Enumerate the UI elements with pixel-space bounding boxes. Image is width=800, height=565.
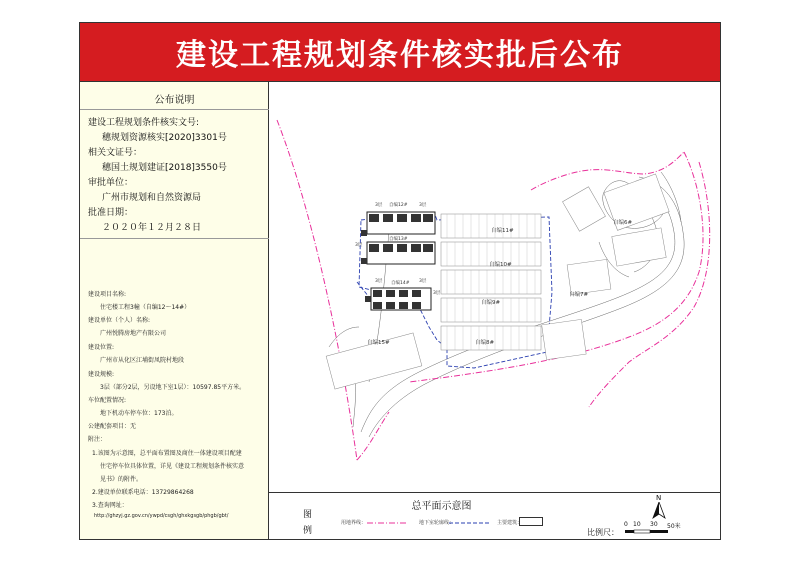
floor-tag: 3层 [433, 291, 441, 296]
scale-tick-30: 30 [650, 521, 658, 528]
scale-value: 3层（部分2层，另设地下室1层）：10597.85平方米。 [100, 384, 246, 391]
legend-boundary-label: 用地界线： [341, 520, 367, 526]
related-document-label: 相关文证号： [88, 148, 143, 158]
public-facilities: 公建配套项目：无 [88, 423, 137, 430]
approval-date-label: 批准日期： [88, 208, 134, 218]
scale-tick-10: 10 [633, 521, 641, 528]
location-label: 建设位置: [88, 344, 115, 351]
site-plan-svg [269, 82, 720, 492]
notice-board [79, 22, 721, 540]
scale-bar-icon [624, 529, 674, 535]
approval-unit-value: 广州市规划和自然资源局 [102, 193, 202, 203]
label-building-9: 自编9# [481, 300, 501, 306]
note-1-line-3: 见书》的附件。 [100, 476, 143, 483]
parking-label: 车位配置情况: [88, 397, 127, 404]
label-building-11: 自编11# [491, 228, 514, 234]
query-url-link[interactable]: http://ghzyj.gz.gov.cn/ywpd/csgh/ghxkgsgb/phgb/gbt/ [94, 513, 229, 519]
scale-tick-50: 50米 [667, 523, 681, 530]
location-value: 广州市从化区江埔街凤院村地段 [100, 357, 185, 364]
approval-date-value: ２０２０年１２月２８日 [102, 223, 202, 233]
site-plan-map [269, 82, 720, 492]
approval-number-value: 穗规划资源核实[2020]3301号 [102, 133, 227, 143]
notice-description-panel [80, 82, 269, 539]
legend-heading-tu: 图 [303, 510, 313, 520]
note-1-line-1: 1.该图为示意图，总平面布置图及商住一体建设项目配建 [92, 450, 242, 457]
floor-tag: 3层 [375, 279, 383, 284]
label-building-15: 自编15# [367, 340, 390, 346]
legend-basement-swatch [449, 519, 489, 527]
divider [80, 109, 269, 110]
approval-number-label: 建设工程规划条件核实文号: [88, 118, 200, 128]
legend-building-label: 主要建筑： [497, 520, 523, 526]
project-name-label: 建设项目名称: [88, 291, 127, 298]
note-3-label: 3.查询网址： [92, 502, 128, 509]
legend-building-swatch [519, 517, 543, 526]
scale-bar-label: 比例尺： [587, 528, 619, 537]
section-title: 公布说明 [154, 95, 195, 106]
north-arrow-icon [651, 502, 667, 520]
builder-label: 建设单位（个人）名称: [88, 317, 151, 324]
label-building-12: 自编12# [389, 203, 408, 208]
floor-tag: 3层 [355, 243, 363, 248]
legend-panel [269, 492, 720, 539]
label-building-10: 自编10# [489, 262, 512, 268]
page-title: 建设工程规划条件核实批后公布 [80, 23, 720, 82]
divider [80, 238, 269, 239]
scale-label: 建设规模: [88, 371, 115, 378]
floor-tag: 3层 [419, 279, 427, 284]
project-name-value: 住宅楼工程3幢（自编12～14#） [100, 304, 191, 311]
label-building-8: 自编8# [475, 340, 495, 346]
legend-title: 总平面示意图 [411, 501, 472, 512]
floor-tag: 3层 [375, 203, 383, 208]
floor-tag: 3层 [419, 203, 427, 208]
legend-basement-label: 地下室轮廓线： [419, 520, 455, 526]
legend-heading [303, 507, 312, 539]
legend-boundary-swatch [367, 519, 407, 527]
scale-tick-0: 0 [624, 521, 628, 528]
related-document-value: 穗国土规划建证[2018]3550号 [102, 163, 227, 173]
builder-value: 广州悦腾房地产有限公司 [100, 330, 167, 337]
label-building-7: 自编7# [569, 292, 589, 298]
north-label: N [656, 494, 662, 502]
notes-label: 附注： [88, 436, 107, 443]
parking-value: 地下机动车停车位：173泊。 [100, 410, 178, 417]
note-1-line-2: 住宅停车位具体位置，详见《建设工程规划条件核实意 [100, 463, 245, 470]
approval-unit-label: 审批单位： [88, 178, 134, 188]
label-building-14: 自编14# [391, 281, 410, 286]
note-2-phone: 2.建设单位联系电话：13729864268 [92, 489, 194, 496]
legend-heading-li: 例 [303, 526, 313, 536]
label-building-13: 自编13# [389, 237, 408, 242]
label-building-6: 自编6# [613, 220, 633, 226]
